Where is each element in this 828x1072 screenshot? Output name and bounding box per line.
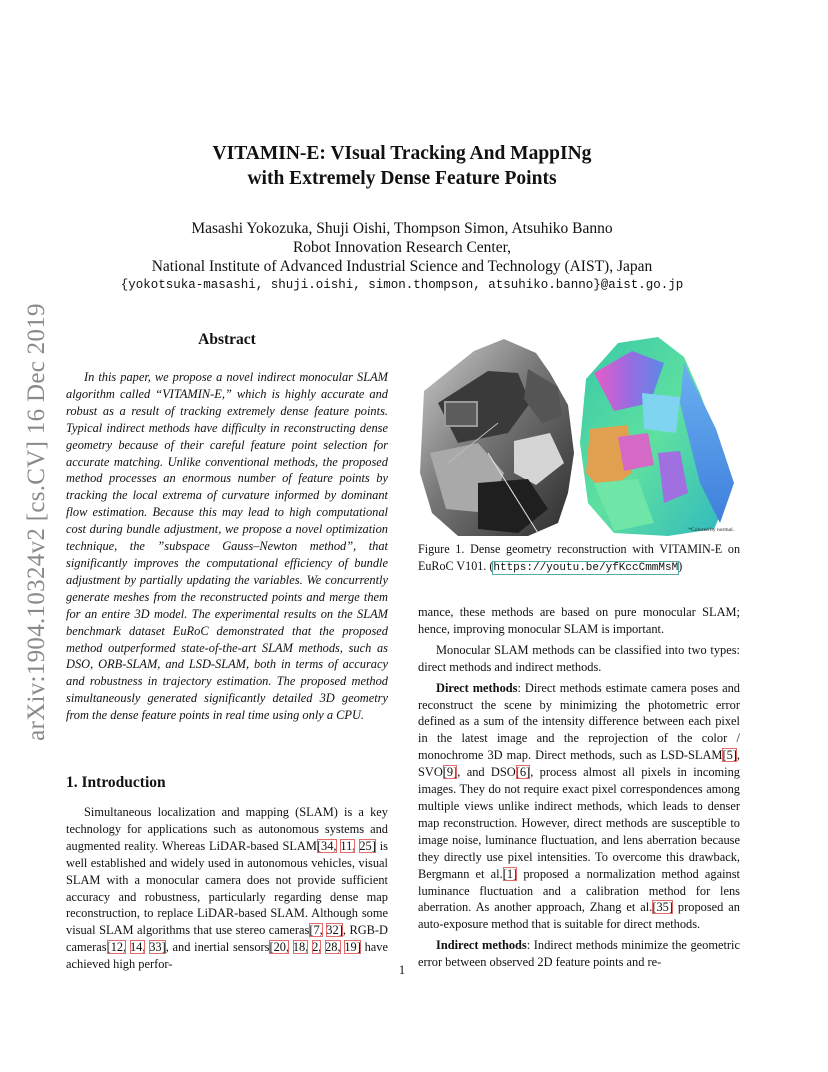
paragraph-continued: mance, these methods are based on pure monocular SLAM; hence, improving monocular SLAM is important. (418, 605, 740, 636)
direct-text: proposed a normalization method against luminance fluctuation and a calibration method for lens aberration. As another approach, Zhang et al. (418, 866, 740, 915)
figure-inset-label: *Colored by normal. (688, 527, 734, 533)
intro-text: , and inertial sensors (165, 940, 270, 955)
author-names: Masashi Yokozuka, Shuji Oishi, Thompson Simon, Atsuhiko Banno (191, 220, 613, 237)
citation-link[interactable]: 25] (359, 838, 376, 853)
citation-link[interactable]: [7, (309, 923, 323, 938)
citation-link[interactable]: [9] (442, 765, 458, 780)
citation-link[interactable]: [35] (652, 900, 673, 915)
author-block (80, 219, 724, 295)
direct-text: , process almost all pixels in incoming images. They do not require exact pixel correspondences among multiple views unlike indirect methods, which leads to denser map reconstruction. However, direct methods are susceptible to image noise, luminance fluctuation, and lens aberration because they directly use pixel intensities. To overcome this drawback, Bergmann et al. (418, 765, 740, 881)
abstract-paragraph: In this paper, we propose a novel indirect monocular SLAM algorithm called “VITAMIN-E,” which is highly accurate and robust as a result of tracking extremely dense feature points. Typical indirect methods have difficulty in reconstructing dense geometry because of their careful feature point selection for accurate matching. Unlike conventional methods, the proposed method processes an enormous number of feature points by tracking the local extrema of curvature informed by dominant flow estimation. Because this may lead to high computational cost during bundle adjustment, we propose a novel optimization technique, the ”subspace Gauss–Newton method”, that significantly improves the computational efficiency of bundle adjustment by partially updating the variables. We concurrently generate meshes from the reconstructed points and merge them for an entire 3D model. The experimental results on the SLAM benchmark dataset EuRoC demonstrated that the proposed method outperformed state-of-the-art SLAM methods, such as DSO, ORB-SLAM, and LSD-SLAM, both in terms of accuracy and robustness in trajectory estimation. The proposed method simultaneously generated significantly detailed 3D geometry from the dense feature points in real time using only a CPU. (66, 370, 388, 723)
intro-text: have achieved high perfor- (66, 940, 388, 972)
abstract-text (66, 369, 388, 724)
intro-text: , RGB-D cameras (66, 923, 388, 955)
title-line-1: VITAMIN-E: VIsual Tracking And MappINg (212, 143, 592, 164)
indirect-methods-heading: Indirect methods (436, 938, 527, 953)
citation-link[interactable]: [20, (269, 940, 290, 955)
intro-paragraph (66, 804, 388, 973)
intro-text: is well established and widely used in autonomous vehicles, visual SLAM with a monocular camera does not provide sufficient accuracy and robustness, particularly regarding dense map reconstruction, to replace LiDAR-based SLAM. Although some visual SLAM algorithms that use stereo cameras (66, 838, 388, 938)
paragraph-classification: Monocular SLAM methods can be classified into two types: direct methods and indirect methods. (418, 642, 740, 674)
caption-text: Figure 1. Dense geometry reconstruction with VITAMIN-E on EuRoC V101. ( (418, 542, 740, 573)
direct-text: proposed an auto-exposure method that is suitable for direct methods. (418, 900, 740, 932)
section-heading-introduction: 1. Introduction (66, 774, 166, 791)
video-link[interactable]: https://youtu.be/yfKccCmmMsM (493, 561, 679, 574)
title-line-2: with Extremely Dense Feature Points (247, 168, 557, 189)
citation-link[interactable]: 2, (312, 940, 322, 955)
citation-link[interactable]: [5] (722, 748, 737, 763)
arxiv-stamp-text: arXiv:1904.10324v2 [cs.CV] 16 Dec 2019 (23, 303, 50, 741)
citation-link[interactable]: 11, (340, 838, 356, 853)
intro-text: Simultaneous localization and mapping (SLAM) is a key technology for applications such as autonomous systems and augmented reality. Whereas LiDAR-based SLAM (66, 805, 388, 853)
affiliation-line-2: National Institute of Advanced Industrial Science and Technology (AIST), Japan (151, 258, 653, 275)
citation-link[interactable]: [1] (502, 866, 518, 881)
citation-link[interactable]: 18, (292, 940, 309, 955)
figure-1-image (418, 333, 740, 536)
citation-link[interactable]: [34, (316, 838, 337, 853)
arxiv-stamp (22, 282, 52, 762)
page-number: 1 (398, 963, 406, 977)
indirect-text: : Indirect methods minimize the geometric error between observed 2D feature points and re- (418, 938, 741, 970)
citation-link[interactable]: [12, (106, 940, 127, 955)
citation-link[interactable]: 14, (129, 940, 146, 955)
direct-text: : Direct methods estimate camera poses and reconstruct the scene by minimizing the photometric error defined as a sum of the intensity difference between each pixel in the latest image and the reprojection of the color / monochrome 3D map. Direct methods, such as LSD-SLAM (418, 680, 740, 763)
direct-text: , and DSO (457, 765, 516, 780)
abstract-heading: Abstract (198, 331, 256, 348)
direct-text: , SVO (418, 748, 740, 780)
caption-text-end: ) (678, 558, 683, 573)
introduction-body (66, 804, 388, 973)
citation-link[interactable]: 32] (326, 923, 343, 938)
figure-1-reconstruction (418, 333, 740, 536)
figure-1-caption (418, 541, 740, 577)
direct-methods-heading: Direct methods (436, 680, 518, 695)
right-column-body (418, 604, 740, 971)
author-emails: {yokotsuka-masashi, shuji.oishi, simon.thompson, atsuhiko.banno}@aist.go.jp (120, 278, 684, 292)
citation-link[interactable]: 28, (325, 940, 341, 955)
citation-link[interactable]: 33] (149, 940, 166, 955)
affiliation-line-1: Robot Innovation Research Center, (292, 239, 512, 256)
citation-link[interactable]: [6] (515, 765, 531, 780)
paper-title (100, 141, 704, 191)
citation-link[interactable]: 19] (344, 940, 361, 955)
paragraph-direct-methods (418, 680, 740, 934)
